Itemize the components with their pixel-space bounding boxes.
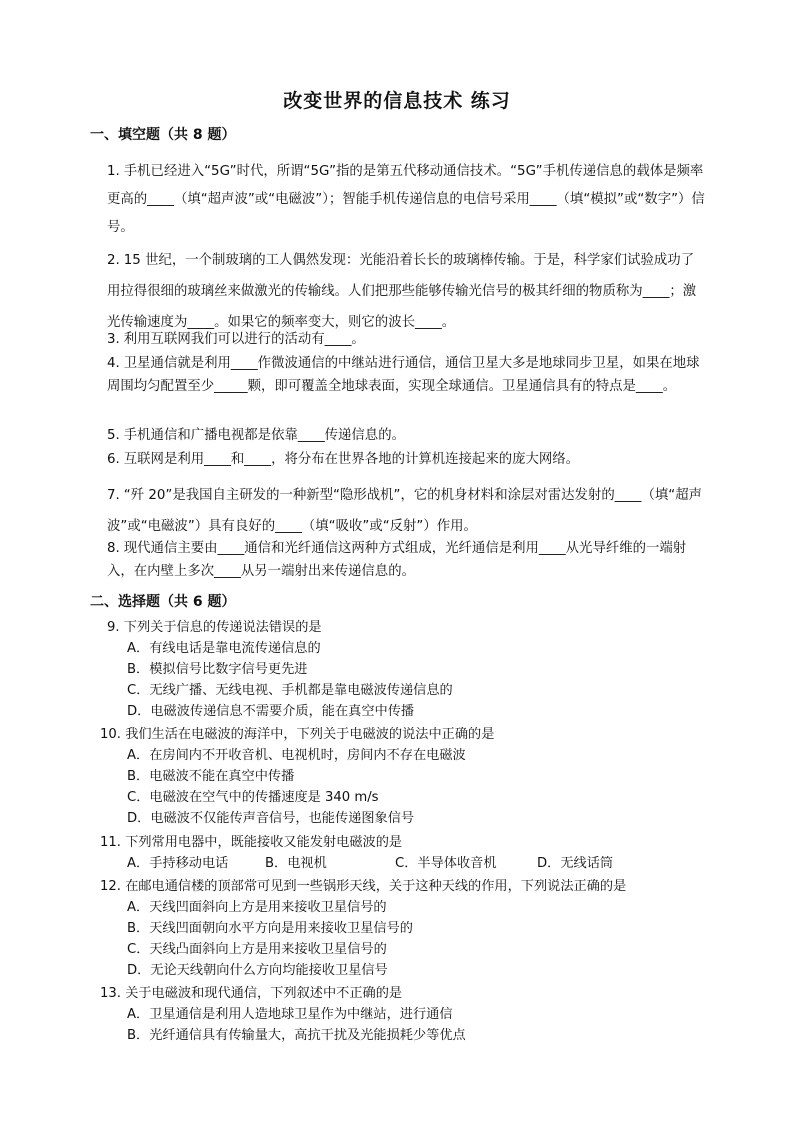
option-c: C．半导体收音机 — [395, 856, 497, 871]
question-text: 利用互联网我们可以进行的活动有____。 — [123, 332, 365, 347]
question-9 — [107, 617, 707, 722]
option-c: C．电磁波在空气中的传播速度是 340 m/s — [127, 790, 379, 805]
question-text: 在邮电通信楼的顶部常可见到一些锅形天线，关于这种天线的作用，下列说法正确的是 — [125, 879, 627, 894]
question-6 — [107, 448, 707, 471]
question-12 — [100, 876, 700, 981]
question-number: 7. — [107, 488, 120, 503]
question-stem — [100, 983, 700, 1004]
option-a: A．手持移动电话 — [127, 856, 229, 871]
option-d: D．电磁波传递信息不需要介质，能在真空中传播 — [127, 704, 415, 719]
option-d: D．电磁波不仅能传声音信号，也能传递图象信号 — [127, 811, 415, 826]
question-number: 10. — [100, 727, 121, 742]
question-number: 4. — [107, 356, 120, 371]
option-b: B．天线凹面朝向水平方向是用来接收卫星信号的 — [127, 921, 413, 936]
question-text: 15 世纪，一个制玻璃的工人偶然发现：光能沿着长长的玻璃棒传输。于是，科学家们试验成功了用拉得很细的玻璃丝来做激光的传输线。人们把那些能够传输光信号的极其纤细的物质称为____；激光传输速度为____。如果它的频率变大，则它的波长____。 — [107, 253, 697, 330]
question-number: 2. — [107, 253, 120, 268]
question-text: 下列常用电器中，既能接收又能发射电磁波的是 — [125, 835, 403, 850]
question-3 — [107, 328, 707, 351]
question-text: 手机已经进入“5G”时代，所谓“5G”指的是第五代移动通信技术。“5G”手机传递信息的载体是频率更高的____（填“超声波”或“电磁波”）；智能手机传递信息的电信号采用____（填“模拟”或“数字”）信号。 — [107, 164, 705, 235]
option-b: B．电视机 — [265, 856, 327, 871]
question-10 — [100, 724, 700, 829]
question-text: 现代通信主要由____通信和光纤通信这两种方式组成，光纤通信是利用____从光导纤维的一端射入，在内壁上多次____从另一端射出来传递信息的。 — [107, 541, 687, 579]
question-number: 3. — [107, 332, 120, 347]
option-c: C．天线凸面斜向上方是用来接收卫星信号的 — [127, 942, 387, 957]
question-8 — [107, 537, 707, 583]
question-7 — [107, 480, 707, 542]
question-4 — [107, 352, 707, 398]
question-number: 5. — [107, 428, 120, 443]
question-stem — [100, 724, 700, 745]
question-stem — [100, 832, 700, 853]
question-text: 手机通信和广播电视都是依靠____传递信息的。 — [123, 428, 405, 443]
question-2 — [107, 245, 707, 338]
question-text: 卫星通信就是利用____作微波通信的中继站进行通信，通信卫星大多是地球同步卫星，如果在地球周围均匀配置至少_____颗，即可覆盖全地球表面，实现全球通信。卫星通信具有的特点是____。 — [107, 356, 700, 394]
question-number: 11. — [100, 835, 121, 850]
question-1 — [107, 158, 707, 242]
question-number: 13. — [100, 986, 121, 1001]
option-d: D．无论天线朝向什么方向均能接收卫星信号 — [127, 963, 388, 978]
section-heading-multiple-choice: 二、选择题（共 6 题） — [90, 594, 236, 610]
option-b: B．模拟信号比数字信号更先进 — [127, 662, 308, 677]
question-text: 关于电磁波和现代通信，下列叙述中不正确的是 — [125, 986, 403, 1001]
question-text: 我们生活在电磁波的海洋中，下列关于电磁波的说法中正确的是 — [125, 727, 495, 742]
question-number: 9. — [107, 620, 120, 635]
option-a: A．天线凹面斜向上方是用来接收卫星信号的 — [127, 900, 387, 915]
question-stem — [107, 617, 707, 638]
question-text: 互联网是利用____和____，将分布在世界各地的计算机连接起来的庞大网络。 — [123, 452, 580, 467]
question-text: 下列关于信息的传递说法错误的是 — [123, 620, 322, 635]
question-number: 6. — [107, 452, 120, 467]
question-stem — [100, 876, 700, 897]
question-text: “歼 20”是我国自主研发的一种新型“隐形战机”，它的机身材料和涂层对雷达发射的____（填“超声波”或“电磁波”）具有良好的____（填“吸收”或“反射”）作用。 — [107, 488, 702, 534]
options-row — [100, 853, 700, 874]
option-d: D．无线话筒 — [537, 856, 614, 871]
option-a: A．有线电话是靠电流传递信息的 — [127, 641, 321, 656]
option-b: B．光纤通信具有传输量大，高抗干扰及光能损耗少等优点 — [127, 1028, 466, 1043]
section-heading-fill-in: 一、填空题（共 8 题） — [90, 127, 236, 143]
question-number: 12. — [100, 879, 121, 894]
option-a: A．卫星通信是利用人造地球卫星作为中继站，进行通信 — [127, 1007, 453, 1022]
option-b: B．电磁波不能在真空中传播 — [127, 769, 295, 784]
question-number: 8. — [107, 541, 120, 556]
question-13 — [100, 983, 700, 1046]
question-5 — [107, 424, 707, 447]
option-a: A．在房间内不开收音机、电视机时，房间内不存在电磁波 — [127, 748, 466, 763]
question-11 — [100, 832, 700, 874]
page-title: 改变世界的信息技术 练习 — [283, 90, 511, 112]
question-number: 1. — [107, 164, 120, 179]
option-c: C．无线广播、无线电视、手机都是靠电磁波传递信息的 — [127, 683, 453, 698]
